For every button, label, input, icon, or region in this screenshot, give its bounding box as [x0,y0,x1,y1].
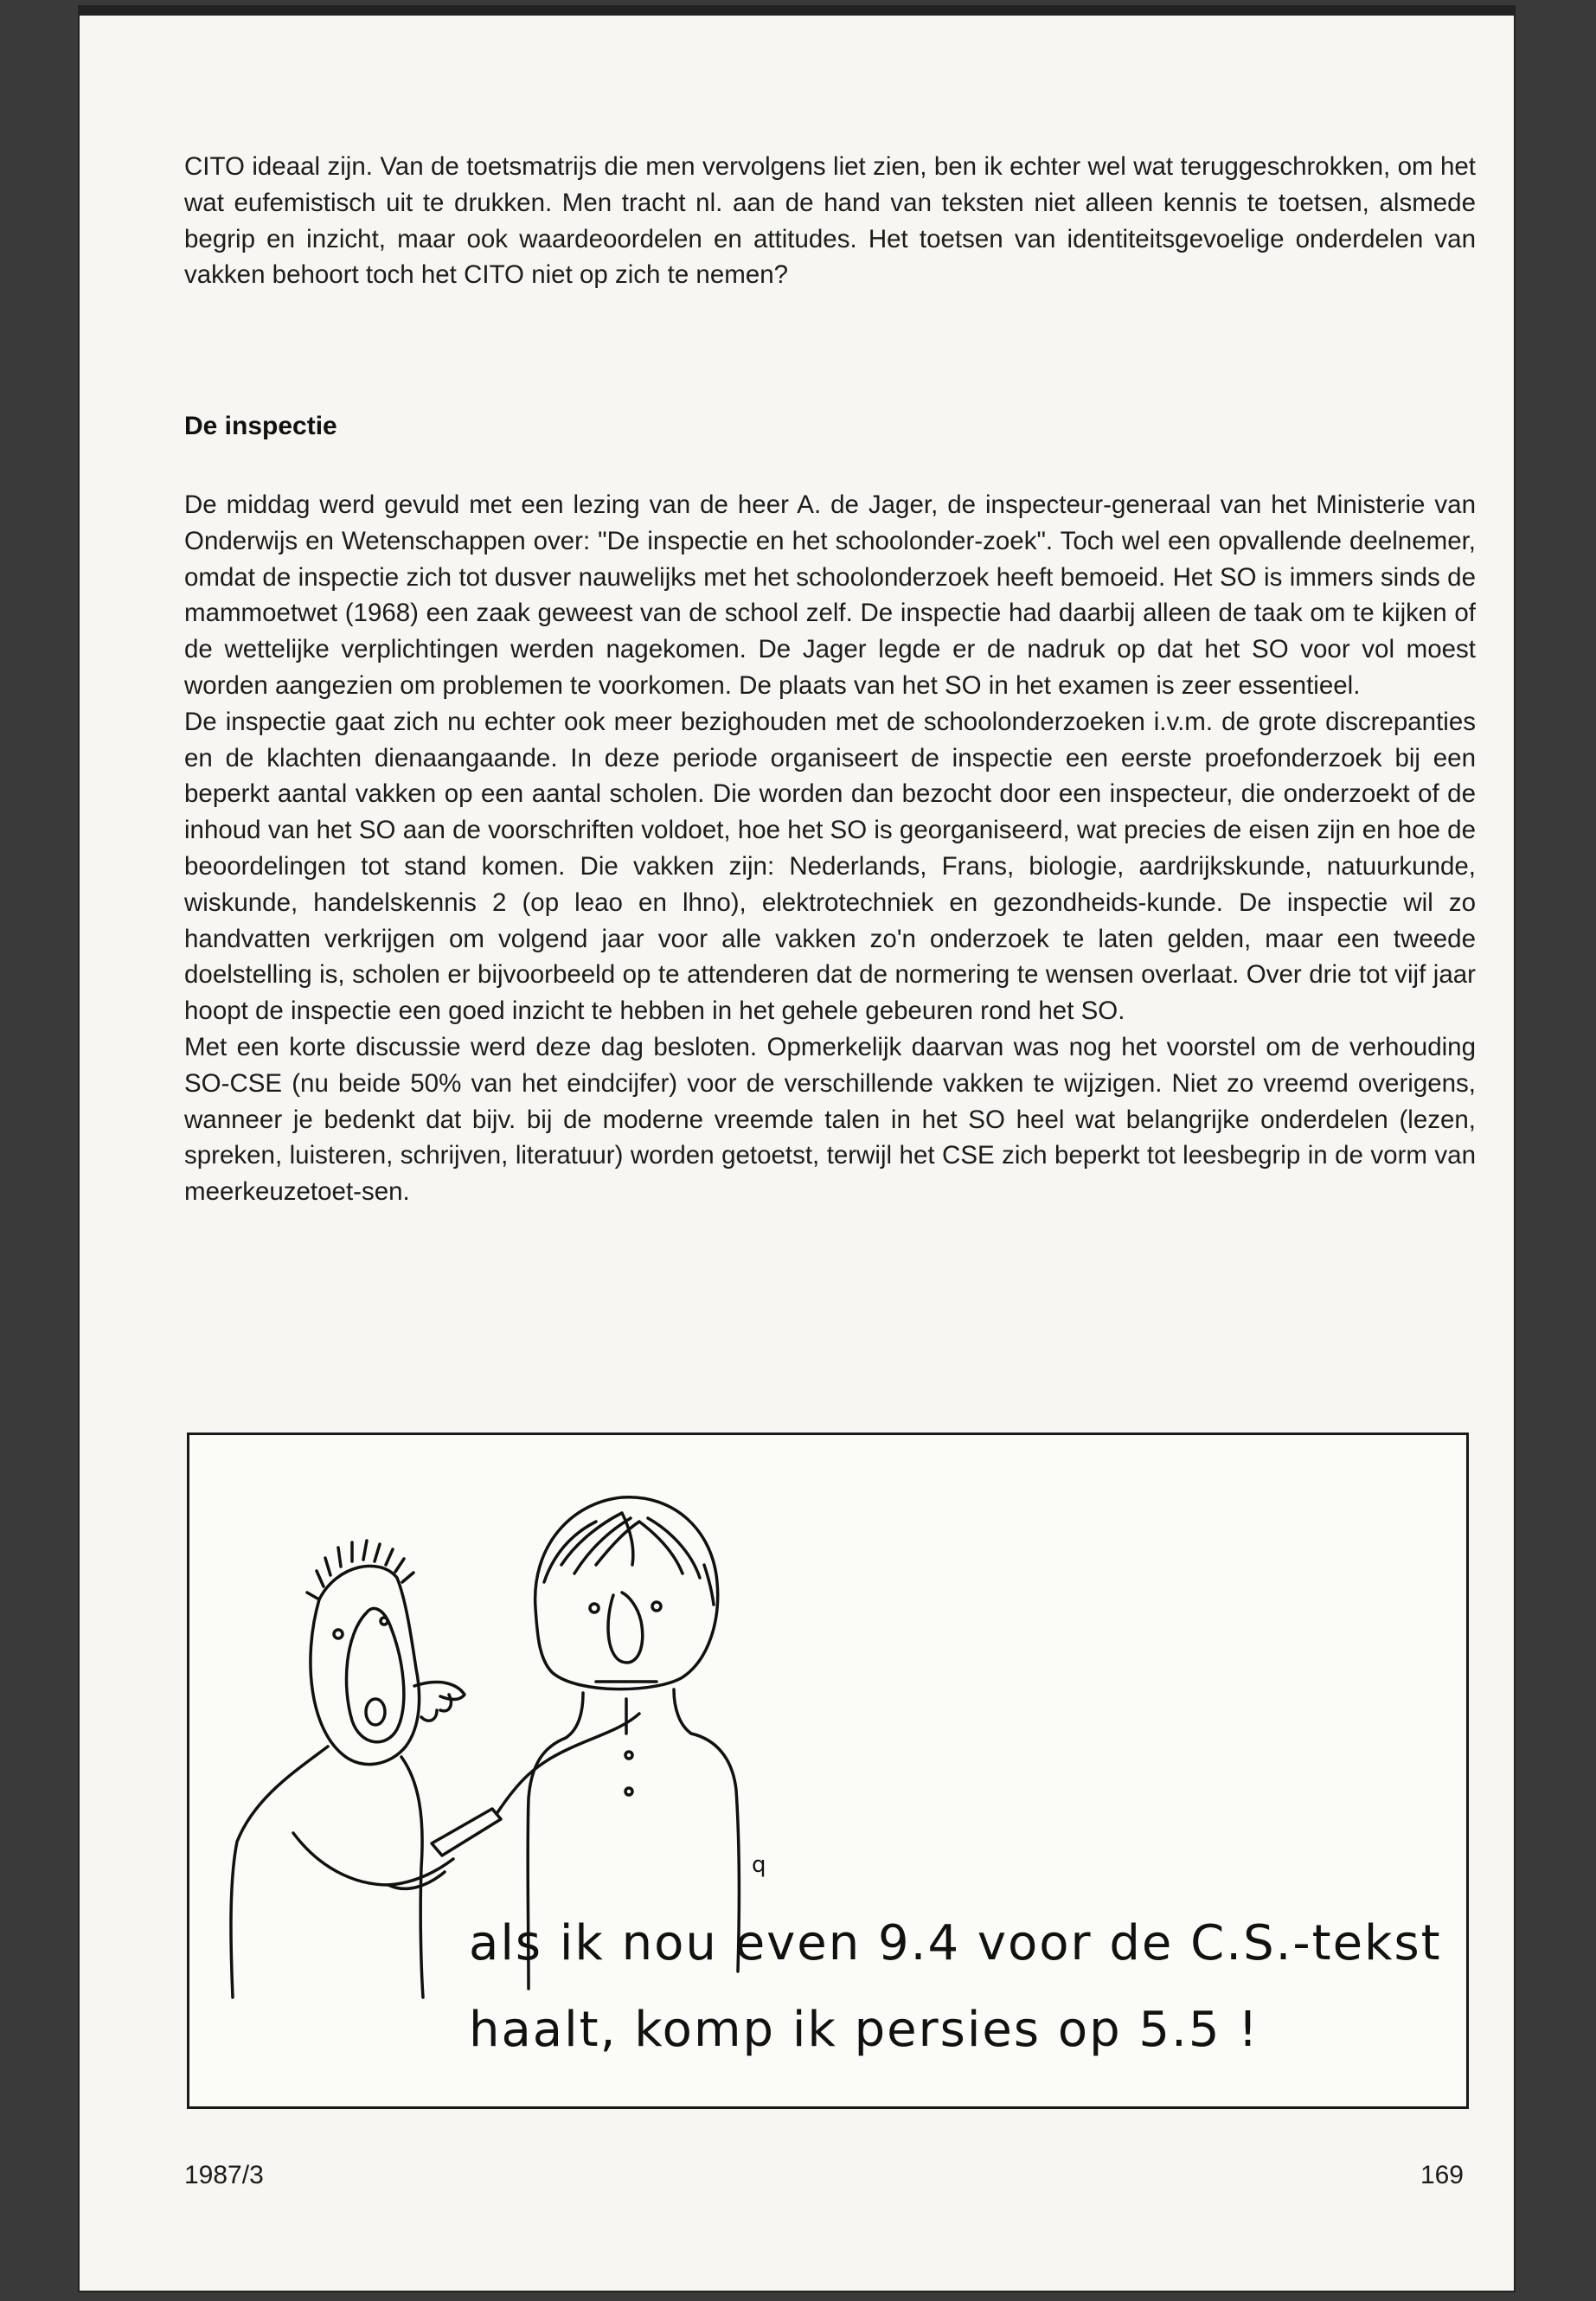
left-figure [231,1541,501,1997]
page-number: 169 [1420,2161,1464,2189]
cartoon-caption-line-1: als ik nou even 9.4 voor de C.S.-tekst [469,1915,1442,1971]
cartoon-caption-line-2: haalt, komp ik persies op 5.5 ! [469,2002,1259,2058]
paragraph: De inspectie gaat zich nu echter ook meer bezighouden met de schoolonderzoeken i.v.m. de grote discrepanties en de klachten dienaangaande. In deze periode organiseert de inspectie een eerste proefonderzoek bij een beperkt aantal vakken op een aantal scholen. Die worden dan bezocht door een inspecteur, die onderzoekt of de inhoud van het SO aan de voorschriften voldoet, hoe het SO is georganiseerd, wat precies de eisen zijn en hoe de beoordelingen tot stand komen. Die vakken zijn: Nederlands, Frans, biologie, aardrijkskunde, natuurkunde, wiskunde, handelskennis 2 (op leao en lhno), elektrotechniek en gezondheids-kunde. De inspectie wil zo handvatten verkrijgen om volgend jaar voor alle vakken zo'n onderzoek te laten gelden, maar een tweede doelstelling is, scholen er bijvoorbeeld op te attenderen dat de normering te wensen overlaat. Over drie tot vijf jaar hoopt de inspectie een goed inzicht te hebben in het gehele gebeuren rond het SO. [184,707,1476,1026]
paragraph: De middag werd gevuld met een lezing van de heer A. de Jager, de inspecteur-generaal van het Ministerie van Onderwijs en Wetenschappen over: "De inspectie en het schoolonder-zoek". Toch wel een opvallende deelnemer, omdat de inspectie zich tot dusver nauwelijks met het schoolonderzoek heeft bemoeid. Het SO is immers sinds de mammoetwet (1968) een zaak geweest van de school zelf. De inspectie had daarbij alleen de taak om te kijken of de wettelijke verplichtingen werden nagekomen. De Jager legde er de nadruk op dat het SO voor vol moest worden aangezien om problemen te voorkomen. De plaats van het SO in het examen is zeer essentieel. [184,490,1476,700]
issue-label: 1987/3 [184,2161,264,2189]
paragraph: Met een korte discussie werd deze dag besloten. Opmerkelijk daarvan was nog het voorstel om de verhouding SO-CSE (nu beide 50% van het eindcijfer) voor de verschillende vakken te wijzigen. Niet zo vreemd overigens, wanneer je bedenkt dat bijv. bij de moderne vreemde talen in het SO heel wat belangrijke onderdelen (lezen, spreken, luisteren, schrijven, literatuur) worden getoetst, terwijl het CSE zich beperkt tot leesbegrip in de vorm van meerkeuzetoet-sen. [184,1032,1476,1207]
artist-signature: q [752,1852,766,1878]
scan-border [80,7,1514,16]
intro-paragraph [184,149,1476,293]
paragraph: CITO ideaal zijn. Van de toetsmatrijs die men vervolgens liet zien, ben ik echter wel wat teruggeschrokken, om het wat eufemistisch uit te drukken. Men tracht nl. aan de hand van teksten niet alleen kennis te toetsen, alsmede begrip en inzicht, maar ook waardeoordelen en attitudes. Het toetsen van identiteitsgevoelige onderdelen van vakken behoort toch het CITO niet op zich te nemen? [184,152,1476,290]
article-body [184,487,1476,1210]
section-heading: De inspectie [184,412,337,440]
cartoon-panel [187,1433,1469,2109]
pointing-arm [497,1714,639,1814]
document-page [80,7,1514,2291]
